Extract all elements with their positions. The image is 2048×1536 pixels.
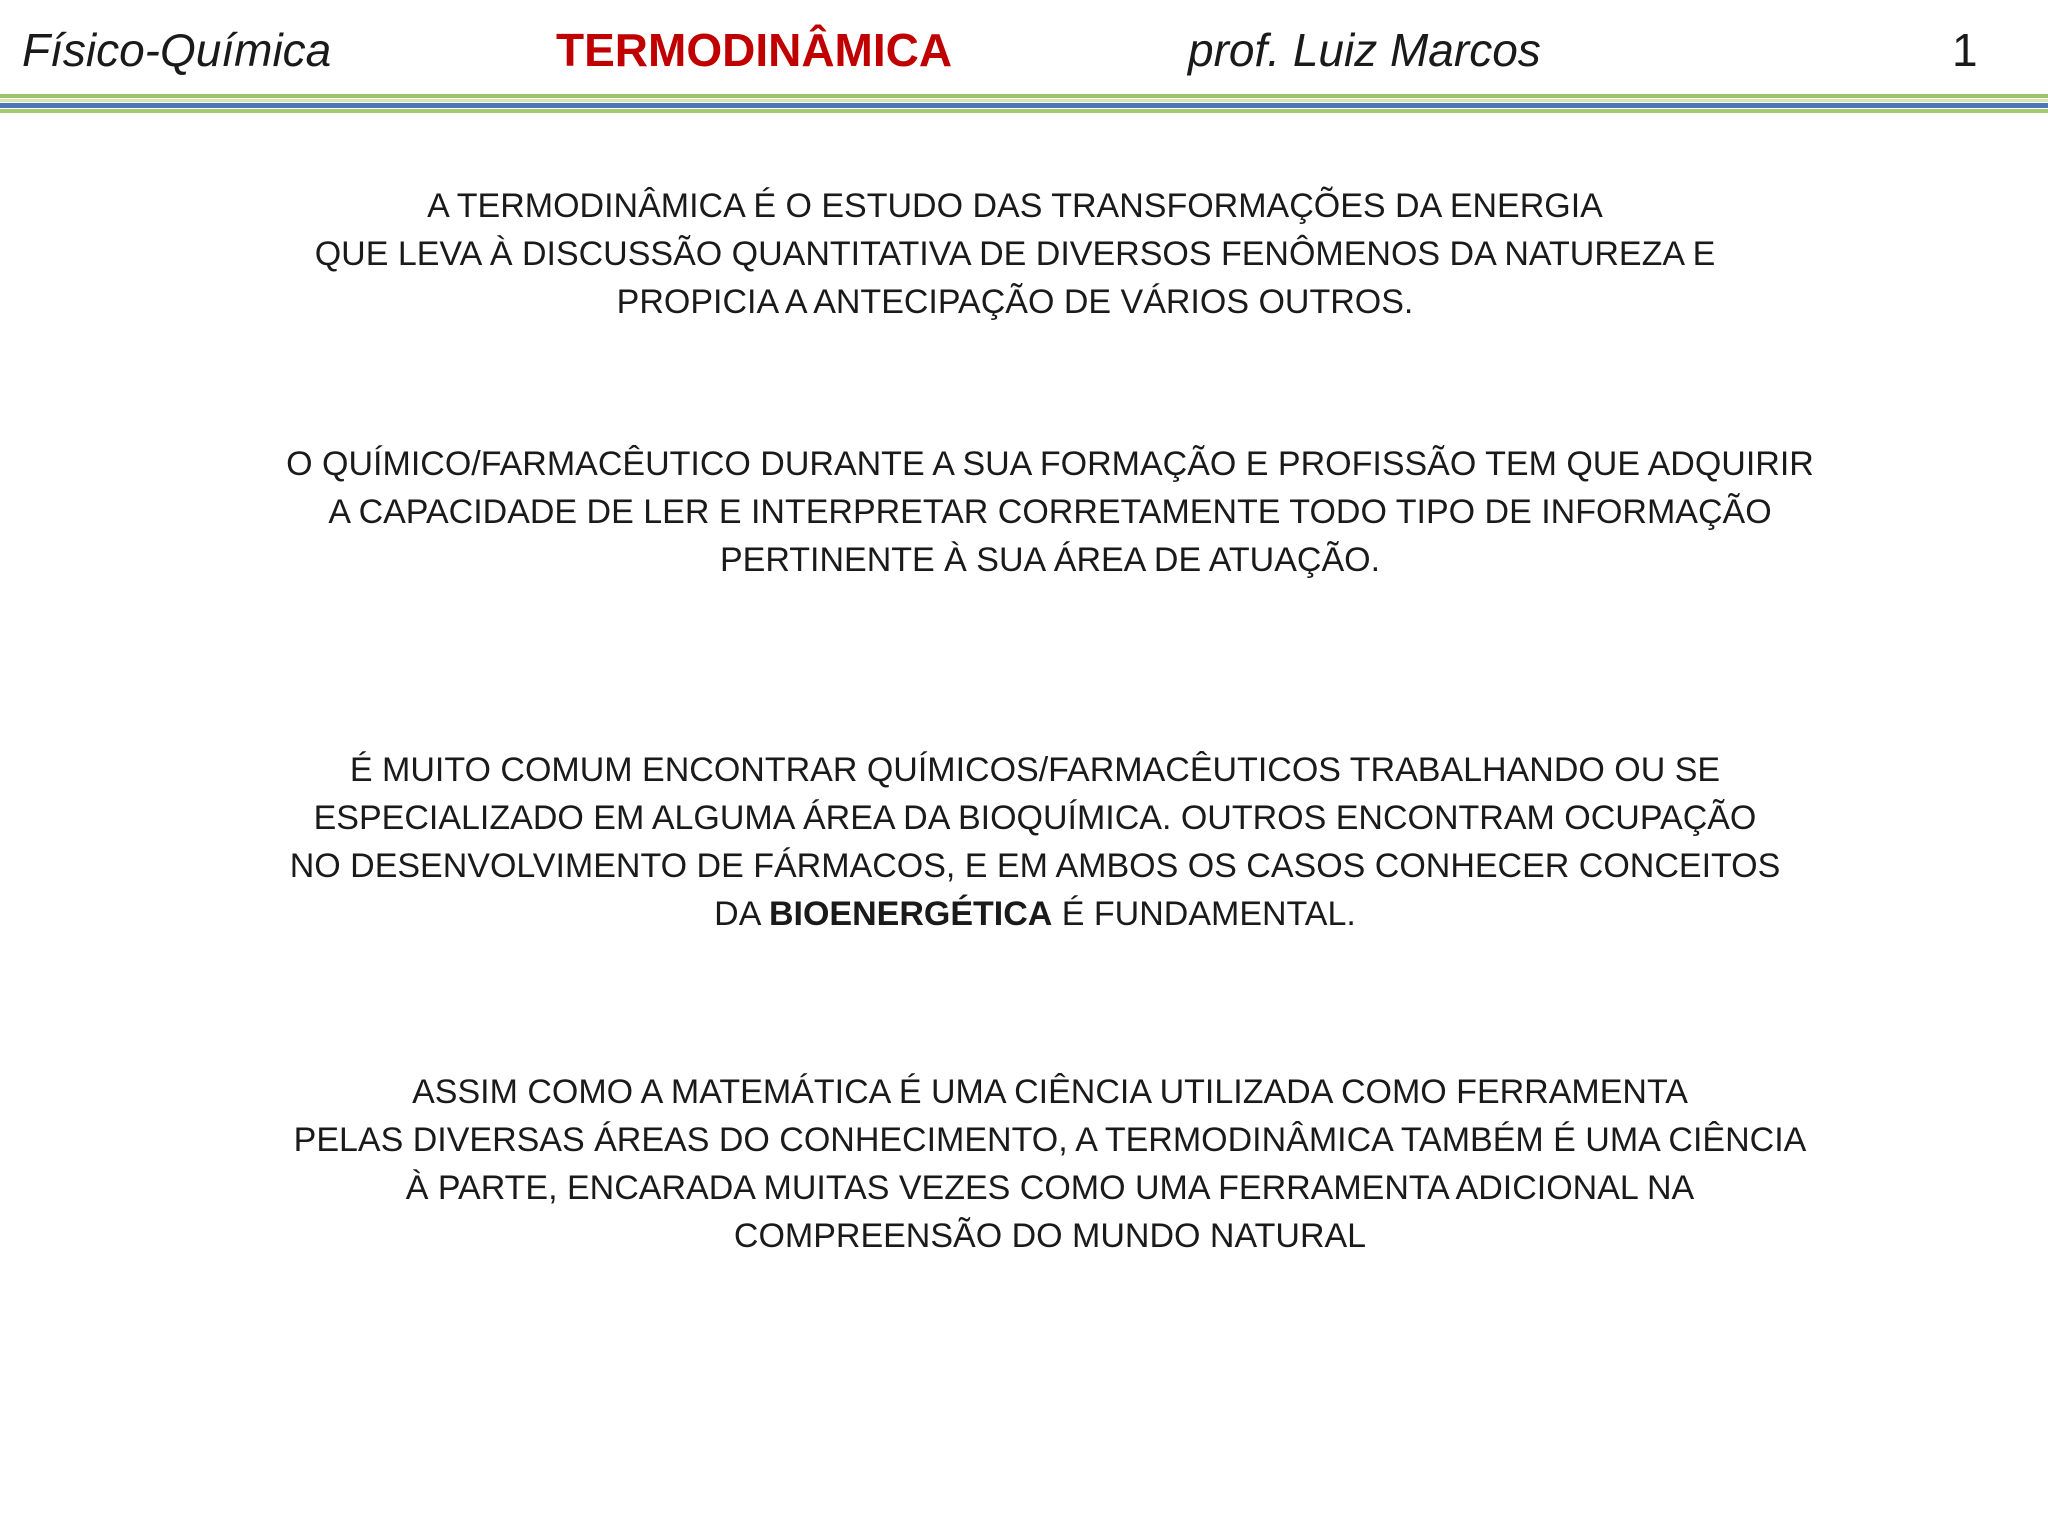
subject-label: Físico-Química <box>22 24 332 76</box>
paragraph-line: ESPECIALIZADO EM ALGUMA ÁREA DA BIOQUÍMICA. OUTROS ENCONTRAM OCUPAÇÃO <box>313 799 1757 837</box>
slide-header <box>0 0 2048 100</box>
paragraph-line: É MUITO COMUM ENCONTRAR QUÍMICOS/FARMACÊUTICOS TRABALHANDO OU SE <box>349 751 1721 789</box>
paragraph-line <box>280 890 1790 938</box>
paragraph-line: QUE LEVA À DISCUSSÃO QUANTITATIVA DE DIVERSOS FENÔMENOS DA NATUREZA E <box>314 235 1716 273</box>
bioenergetics-emphasis: BIOENERGÉTICA <box>768 895 1053 933</box>
header-rule-blue <box>0 103 2048 108</box>
paragraph-line: COMPREENSÃO DO MUNDO NATURAL <box>733 1217 1367 1255</box>
paragraph-line: PROPICIA A ANTECIPAÇÃO DE VÁRIOS OUTROS. <box>616 283 1414 321</box>
paragraph-line: A TERMODINÂMICA É O ESTUDO DAS TRANSFORMAÇÕES DA ENERGIA <box>427 187 1603 225</box>
header-rule-green <box>0 94 2048 98</box>
line-text-after: É FUNDAMENTAL. <box>1052 895 1356 933</box>
line-text-before: DA <box>714 895 769 933</box>
paragraph-definition <box>300 182 1730 326</box>
professor-label: prof. Luiz Marcos <box>1188 24 1541 76</box>
paragraph-line: À PARTE, ENCARADA MUITAS VEZES COMO UMA FERRAMENTA ADICIONAL NA <box>405 1169 1695 1207</box>
paragraph-line: A CAPACIDADE DE LER E INTERPRETAR CORRETAMENTE TODO TIPO DE INFORMAÇÃO <box>328 493 1772 531</box>
paragraph-mathematics <box>260 1068 1840 1260</box>
slide-title: TERMODINÂMICA <box>556 24 953 76</box>
header-rule-green-lower <box>0 109 2048 113</box>
page-number: 1 <box>1952 24 1978 76</box>
paragraph-professional <box>250 440 1850 584</box>
paragraph-bioenergetics <box>280 746 1790 938</box>
header-rule-light <box>0 99 2048 102</box>
paragraph-line: PERTINENTE À SUA ÁREA DE ATUAÇÃO. <box>719 541 1381 579</box>
paragraph-line: PELAS DIVERSAS ÁREAS DO CONHECIMENTO, A TERMODINÂMICA TAMBÉM É UMA CIÊNCIA <box>293 1121 1807 1159</box>
paragraph-line: NO DESENVOLVIMENTO DE FÁRMACOS, E EM AMBOS OS CASOS CONHECER CONCEITOS <box>289 847 1781 885</box>
paragraph-line: O QUÍMICO/FARMACÊUTICO DURANTE A SUA FORMAÇÃO E PROFISSÃO TEM QUE ADQUIRIR <box>286 445 1814 483</box>
paragraph-line: ASSIM COMO A MATEMÁTICA É UMA CIÊNCIA UTILIZADA COMO FERRAMENTA <box>412 1073 1688 1111</box>
